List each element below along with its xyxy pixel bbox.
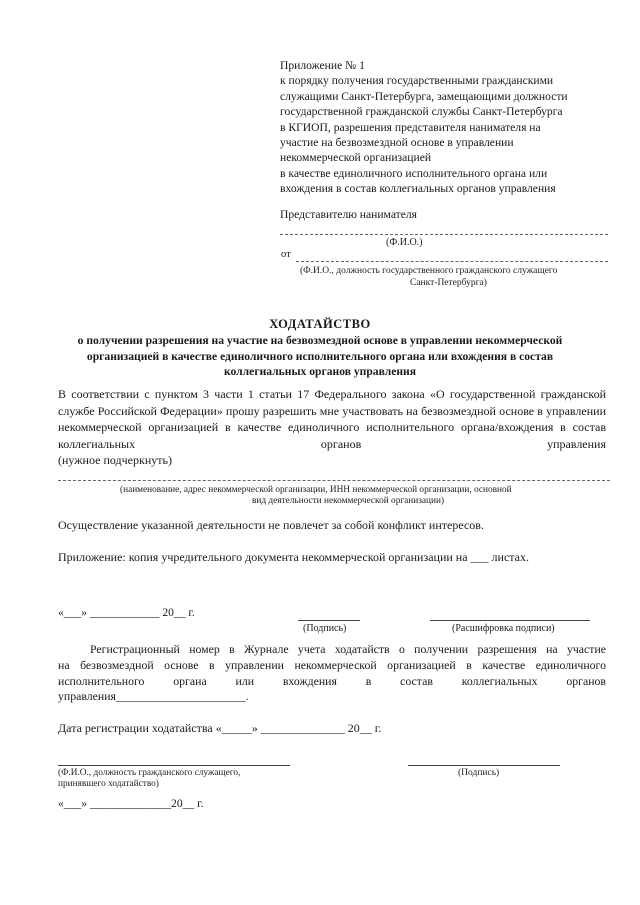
attachment-statement: Приложение: копия учредительного документа некоммерческой организации на ___ листах. (58, 550, 530, 564)
decoding-line (430, 620, 590, 621)
subtitle-line: о получении разрешения на участие на безвозмездной основе в управлении некоммерческой (77, 334, 563, 347)
employee-caption-2: принявшего ходатайство) (58, 779, 159, 789)
from-caption: (Ф.И.О., должность государственного гражданского служащего (300, 266, 558, 276)
annex-block (280, 58, 610, 197)
organization-caption-2: вид деятельности некоммерческой организации) (252, 496, 445, 506)
subtitle-line: организацией в качестве единоличного исполнительного органа или вхождения в состав (86, 349, 554, 363)
annex-line: в КГИОП, разрешения представителя нанимателя на (280, 120, 541, 134)
from-line (296, 261, 608, 262)
decoding-caption: (Расшифровка подписи) (452, 623, 555, 634)
petition-body-note: (нужное подчеркнуть) (58, 453, 172, 468)
annex-line: в качестве единоличного исполнительного органа или (280, 166, 548, 180)
organization-caption: (наименование, адрес некоммерческой организации, ИНН некоммерческой организации, основной (120, 485, 512, 495)
signature-caption: (Подпись) (303, 623, 347, 634)
registration-date-line: Дата регистрации ходатайства «_____» ______________ 20__ г. (58, 721, 382, 735)
petition-subtitle (30, 333, 610, 380)
signature-line (298, 620, 360, 621)
annex-line: вхождения в состав коллегиальных органов управления (280, 182, 556, 196)
signature-date: «___» ____________ 20__ г. (58, 606, 195, 619)
petition-body-text: В соответствии с пунктом 3 части 1 статьи 17 Федерального закона «О государственной гражданской службе Российской Федерации» прошу разрешить мне участвовать на безвозмездной основе в управлении некоммерческой организацией в качестве единоличного исполнительного органа/вхождения в состав коллегиальных органов управления (58, 387, 606, 451)
employee-line (58, 765, 290, 766)
registration-text (58, 642, 606, 705)
representative-label: Представителю нанимателя (280, 208, 417, 221)
annex-line: государственной гражданской службы Санкт-Петербурга (280, 105, 563, 119)
registration-line: исполнительного органа или вхождения в состав коллегиальных органов (58, 673, 606, 688)
annex-line: некоммерческой организацией (280, 151, 432, 165)
annex-title: Приложение № 1 (280, 59, 365, 72)
from-caption-2: Санкт-Петербурга) (410, 278, 487, 288)
petition-body (58, 386, 606, 469)
representative-fio-caption: (Ф.И.О.) (386, 237, 423, 248)
annex-line: к порядку получения государственными гражданскими (280, 74, 554, 88)
registration-line: Регистрационный номер в Журнале учета ходатайств о получении разрешения на участие (90, 642, 606, 656)
annex-line: участие на безвозмездной основе в управлении (280, 136, 514, 150)
registration-signature-caption: (Подпись) (458, 768, 500, 778)
bottom-date: «___» ______________20__ г. (58, 797, 204, 810)
from-label: от (281, 249, 291, 260)
subtitle-line: коллегиальных органов управления (224, 365, 416, 378)
registration-signature-line (408, 765, 560, 766)
registration-line: на безвозмездной основе в управлении некоммерческой организацией в качестве единоличного (58, 657, 606, 672)
organization-line (58, 480, 610, 481)
annex-line: служащими Санкт-Петербурга, замещающими должности (280, 89, 568, 103)
registration-line-last: управления______________________. (58, 689, 249, 704)
employee-caption: (Ф.И.О., должность гражданского служащего, (58, 768, 241, 778)
no-conflict-statement: Осуществление указанной деятельности не повлечет за собой конфликт интересов. (58, 518, 484, 532)
petition-title: ХОДАТАЙСТВО (269, 317, 371, 331)
representative-name-line (280, 234, 608, 235)
